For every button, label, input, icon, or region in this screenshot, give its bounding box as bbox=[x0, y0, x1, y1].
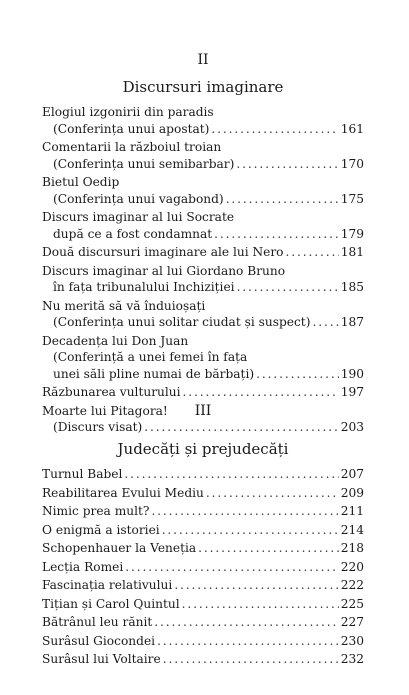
section-number: III bbox=[194, 403, 212, 419]
toc-page-number: 222 bbox=[340, 578, 364, 592]
toc-leader-dots bbox=[312, 314, 338, 331]
toc-entry-text: Bătrânul leu rănit bbox=[42, 615, 153, 629]
toc-leader-dots bbox=[157, 633, 339, 650]
toc-entry-line bbox=[42, 419, 364, 436]
toc-entry-line bbox=[42, 244, 364, 261]
toc-leader-dots bbox=[125, 559, 338, 576]
toc-entry bbox=[42, 614, 364, 631]
toc-entry-line bbox=[42, 384, 364, 401]
toc-leader-dots bbox=[144, 419, 338, 436]
toc-page-number: 220 bbox=[340, 559, 364, 574]
toc-entry bbox=[42, 596, 364, 613]
toc-entry-line bbox=[42, 121, 364, 138]
toc-entry-line bbox=[42, 633, 364, 650]
toc-entry bbox=[42, 263, 364, 296]
toc-page-number: 218 bbox=[340, 541, 364, 555]
toc-entry-line bbox=[42, 209, 364, 226]
toc-entry-line bbox=[42, 485, 364, 502]
toc-page-number: 203 bbox=[340, 420, 364, 434]
toc-entry-line bbox=[42, 349, 364, 366]
toc-page-number: 197 bbox=[340, 385, 364, 399]
toc-entry-line bbox=[42, 651, 364, 668]
toc-leader-dots bbox=[163, 651, 339, 668]
toc-entry-text: Două discursuri imaginare ale lui Nero bbox=[42, 245, 284, 259]
toc-entry-text: (Conferința unui apostat) bbox=[53, 121, 210, 136]
toc-entry-line bbox=[42, 596, 364, 613]
toc-page-number: 190 bbox=[340, 366, 364, 381]
toc-page-number: 161 bbox=[340, 121, 364, 136]
toc-leader-dots bbox=[183, 384, 339, 401]
toc-entry-line bbox=[42, 540, 364, 557]
toc-entry-text: Nimic prea mult? bbox=[42, 504, 150, 518]
toc-entry-line bbox=[42, 263, 364, 280]
toc-entry bbox=[42, 298, 364, 331]
toc-page-number: 209 bbox=[340, 485, 364, 500]
toc-entry-text: (Conferința unui vagabond) bbox=[53, 191, 224, 206]
toc-entry-line bbox=[42, 466, 364, 483]
toc-entry-text: Bietul Oedip bbox=[42, 175, 120, 189]
toc-entry bbox=[42, 209, 364, 242]
toc-entry-line bbox=[42, 577, 364, 594]
toc-entry-text: Schopenhauer la Veneția bbox=[42, 541, 197, 555]
toc-entry bbox=[42, 651, 364, 668]
toc-leader-dots bbox=[174, 577, 338, 594]
toc-entry-text: O enigmă a istoriei bbox=[42, 522, 160, 537]
toc-entry-text: Nu merită să vă înduioșați bbox=[42, 298, 206, 313]
toc-entry-text: Surâsul Giocondei bbox=[42, 633, 156, 648]
toc-page-number: 179 bbox=[340, 226, 364, 241]
toc-page-number: 225 bbox=[340, 596, 364, 611]
toc-leader-dots bbox=[214, 226, 339, 243]
toc-entry-text: după ce a fost condamnat bbox=[53, 226, 213, 241]
toc-entry-line bbox=[42, 366, 364, 383]
toc-leader-dots bbox=[236, 156, 338, 173]
toc-entry bbox=[42, 540, 364, 557]
toc-page-number: 230 bbox=[340, 633, 364, 648]
toc-page-number: 207 bbox=[340, 467, 364, 481]
toc-entry-line bbox=[42, 614, 364, 631]
section-title: Judecăți și prejudecăți bbox=[117, 440, 289, 458]
toc-entry-line bbox=[42, 333, 364, 350]
toc-leader-dots bbox=[256, 366, 339, 383]
toc-entry bbox=[42, 104, 364, 137]
toc-page-number: 227 bbox=[340, 615, 364, 629]
toc-entry-text: Discurs imaginar al lui Socrate bbox=[42, 210, 235, 224]
toc-page-number: 187 bbox=[340, 315, 364, 329]
toc-entry bbox=[42, 559, 364, 576]
toc-entry bbox=[42, 522, 364, 539]
section-title: Discursuri imaginare bbox=[122, 78, 284, 96]
toc-leader-dots bbox=[182, 596, 339, 613]
toc-entry-text: Comentarii la războiul troian bbox=[42, 140, 222, 154]
toc-entry-line bbox=[42, 503, 364, 520]
toc-leader-dots bbox=[162, 522, 339, 539]
toc-entry-text: (Conferință a unei femei în fața bbox=[53, 350, 248, 364]
toc-leader-dots bbox=[226, 191, 339, 208]
toc-entry-text: Decadența lui Don Juan bbox=[42, 333, 189, 348]
toc-entry-line bbox=[42, 156, 364, 173]
toc-leader-dots bbox=[151, 503, 338, 520]
toc-entry-text: Turnul Babel bbox=[42, 467, 123, 481]
toc-entry-text: Fascinația relativului bbox=[42, 578, 173, 592]
toc-page bbox=[42, 0, 364, 695]
toc-page-number: 185 bbox=[340, 280, 364, 294]
toc-page-number: 214 bbox=[340, 522, 364, 537]
toc-entry-text: Răzbunarea vulturului bbox=[42, 385, 181, 399]
toc-page-number: 170 bbox=[340, 156, 364, 171]
toc-entry-text: unei săli pline numai de bărbați) bbox=[53, 366, 255, 381]
toc-entry bbox=[42, 633, 364, 650]
toc-entry-text: Discurs imaginar al lui Giordano Bruno bbox=[42, 263, 286, 278]
toc-entry-text: Reabilitarea Evului Mediu bbox=[42, 485, 204, 500]
toc-entry-line bbox=[42, 104, 364, 121]
toc-entry bbox=[42, 485, 364, 502]
toc-page-number: 211 bbox=[340, 504, 364, 518]
toc-entry-text: (Conferința unui semibarbar) bbox=[53, 156, 235, 171]
toc-page-number: 232 bbox=[340, 652, 364, 666]
toc-leader-dots bbox=[124, 466, 338, 483]
toc-entry-text: în fața tribunalului Inchiziției bbox=[53, 280, 235, 294]
toc-entry-line bbox=[42, 298, 364, 315]
toc-leader-dots bbox=[211, 121, 338, 138]
toc-page-number: 175 bbox=[340, 191, 364, 206]
toc-entry bbox=[42, 244, 364, 261]
toc-entry bbox=[42, 333, 364, 383]
toc-entry bbox=[42, 503, 364, 520]
toc-entry-line bbox=[42, 139, 364, 156]
toc-entry bbox=[42, 384, 364, 401]
toc-leader-dots bbox=[154, 614, 338, 631]
toc-leader-dots bbox=[206, 485, 339, 502]
toc-entry-text: Elogiul izgonirii din paradis bbox=[42, 105, 214, 119]
toc-entry-line bbox=[42, 279, 364, 296]
toc-leader-dots bbox=[286, 244, 339, 261]
toc-entry-text: (Conferința unui solitar ciudat și suspect) bbox=[53, 315, 311, 329]
toc-entry-line bbox=[42, 522, 364, 539]
toc-entry-line bbox=[42, 174, 364, 191]
toc-entry-line bbox=[42, 226, 364, 243]
toc-entry-text: (Discurs visat) bbox=[53, 420, 143, 434]
toc-entry-line bbox=[42, 314, 364, 331]
toc-entry bbox=[42, 466, 364, 483]
toc-entry-text: Surâsul lui Voltaire bbox=[42, 652, 161, 666]
toc-entry bbox=[42, 139, 364, 172]
toc-entry-text: Tițian și Carol Quintul bbox=[42, 596, 180, 611]
section-entries bbox=[42, 104, 364, 438]
toc-entry-text: Moarte lui Pitagora! bbox=[42, 403, 168, 418]
toc-leader-dots bbox=[198, 540, 339, 557]
toc-page-number: 181 bbox=[340, 245, 364, 259]
toc-entry bbox=[42, 577, 364, 594]
toc-leader-dots bbox=[237, 279, 339, 296]
section-number: II bbox=[197, 52, 209, 68]
toc-entry-text: Lecția Romei bbox=[42, 559, 124, 574]
toc-entry-line bbox=[42, 559, 364, 576]
section-entries bbox=[42, 466, 364, 670]
toc-entry bbox=[42, 174, 364, 207]
toc-entry-line bbox=[42, 191, 364, 208]
